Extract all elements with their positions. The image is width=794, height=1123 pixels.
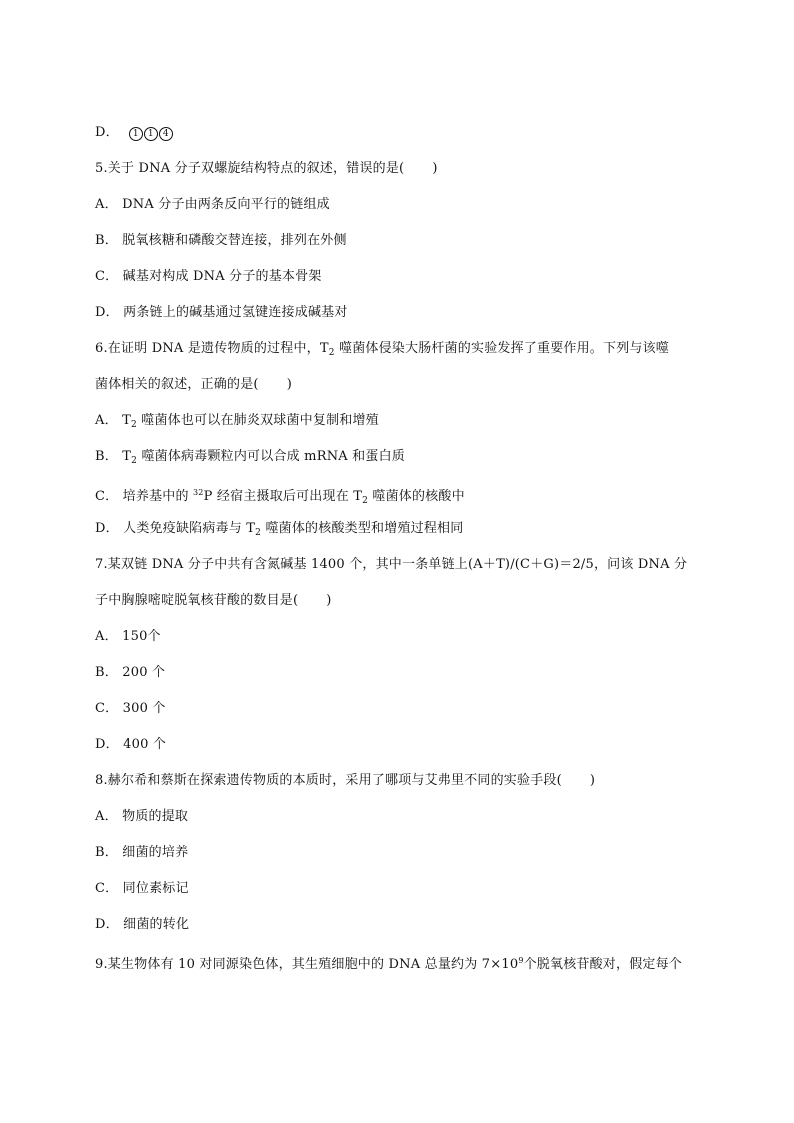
circled-number-1: 1 [129,127,143,141]
q4-option-d-label: D． [95,125,119,140]
q6-close-paren: ) [286,377,292,392]
q6-stem-part2: 噬菌体侵染大肠杆菌的实验发挥了重要作用。下列与该噬 [334,341,670,356]
q6-c-mid: P 经宿主摄取后可出现在 T [203,489,363,504]
q5-close-paren: ) [432,161,438,176]
q9-stem-post: 个脱氧核苷酸对，假定每个 [523,957,683,972]
q6-d-pre: D． 人类免疫缺陷病毒与 T [95,521,256,536]
q6-c-sub: 2 [362,496,369,506]
q5-stem [95,160,438,178]
q6-a-post: 噬菌体也可以在肺炎双球菌中复制和增殖 [136,413,379,428]
q5-option-c: C． 碱基对构成 DNA 分子的基本骨架 [95,269,322,284]
q6-a-pre: A． T [95,413,131,428]
q8-option-c: C． 同位素标记 [95,881,189,896]
circled-number-4: 4 [159,127,173,141]
q5-option-b: B． 脱氧核糖和磷酸交替连接，排列在外侧 [95,233,347,248]
q9-stem-sup: 9 [518,956,524,965]
q7-option-d: D． 400 个 [95,737,167,752]
q6-d-post: 噬菌体的核酸类型和增殖过程相同 [261,521,464,536]
q6-stem-subscript: 2 [328,348,335,358]
q5-stem-text: 5.关于 DNA 分子双螺旋结构特点的叙述，错误的是( [95,161,405,176]
circled-number-1: 1 [144,127,158,141]
q9-stem [95,952,682,974]
q8-stem-text: 8.赫尔希和蔡斯在探索遗传物质的本质时，采用了哪项与艾弗里不同的实验手段( [95,773,562,788]
q7-option-c: C． 300 个 [95,701,166,716]
q6-stem-line2 [95,376,292,394]
q8-option-a: A． 物质的提取 [95,809,189,824]
q7-stem-line2 [95,592,332,610]
q8-option-b: B． 细菌的培养 [95,845,189,860]
q9-stem-pre: 9.某生物体有 10 对同源染色体，其生殖细胞中的 DNA 总量约为 7×10 [95,957,519,972]
q8-option-d: D． 细菌的转化 [95,917,190,932]
q7-stem-line1: 7.某双链 DNA 分子中共有含氮碱基 1400 个，其中一条单链上(A＋T)/(C＋G)＝2/5，问该 DNA 分 [95,557,688,572]
q6-d-sub: 2 [255,528,262,538]
q6-c-sup: 32 [193,488,204,497]
q6-b-post: 噬菌体病毒颗粒内可以合成 mRNA 和蛋白质 [137,449,405,464]
q6-b-pre: B． T [95,449,132,464]
q7-option-b: B． 200 个 [95,665,166,680]
q6-b-sub: 2 [131,456,138,466]
q8-stem [95,772,595,790]
q4-option-d [95,124,174,142]
q6-stem-part1: 6.在证明 DNA 是遗传物质的过程中，T [95,341,329,356]
q7-close-paren: ) [326,593,332,608]
q6-c-pre: C． 培养基中的 [95,489,194,504]
q5-option-a: A． DNA 分子由两条反向平行的链组成 [95,197,330,212]
q7-stem-line2-text: 子中胸腺嘧啶脱氧核苷酸的数目是( [95,593,299,608]
q6-option-d [95,520,463,542]
q6-a-sub: 2 [131,420,137,430]
q6-stem-line2-text: 菌体相关的叙述，正确的是( [95,377,259,392]
q6-c-post: 噬菌体的核酸中 [368,489,465,504]
q6-option-c [95,484,465,510]
q6-option-b [95,448,405,470]
q7-option-a: A． 150个 [95,629,161,644]
q5-option-d: D． 两条链上的碱基通过氢键连接成碱基对 [95,305,348,320]
q6-option-a [95,412,379,434]
q6-stem-line1 [95,340,669,362]
q8-close-paren: ) [589,773,596,788]
